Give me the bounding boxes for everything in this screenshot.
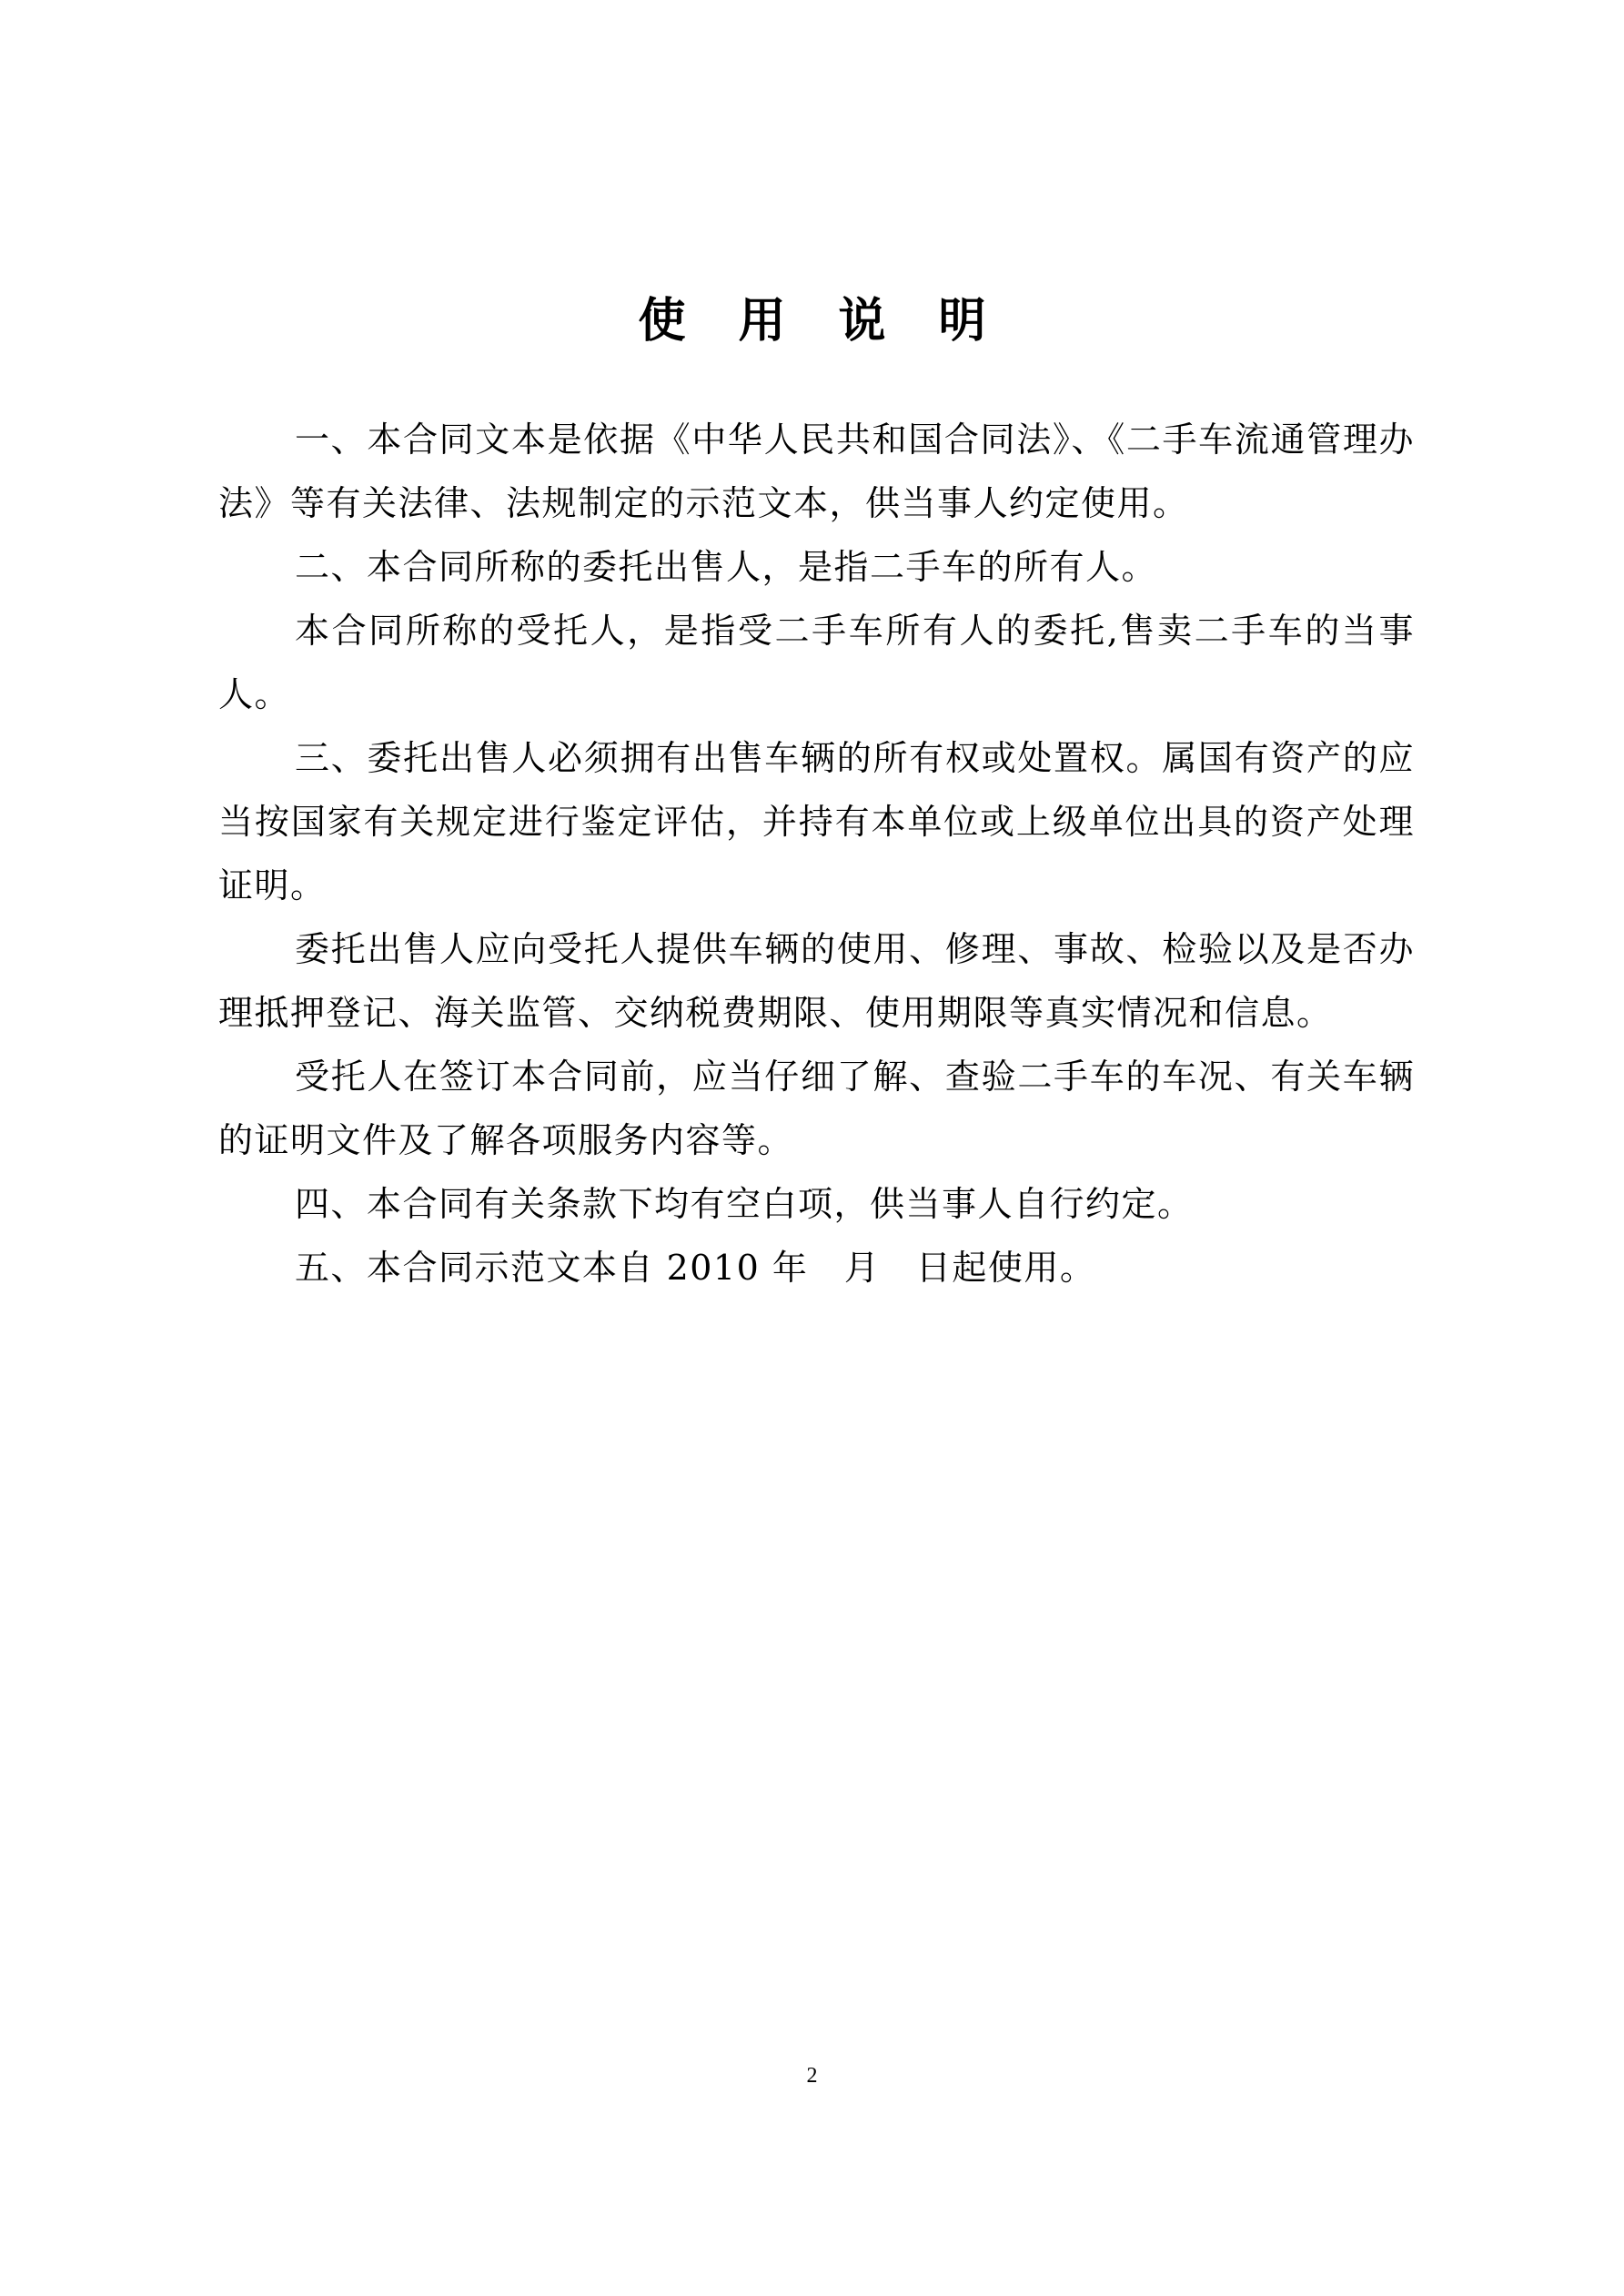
page-number: 2 (806, 2064, 818, 2088)
paragraph-8: 五、本合同示范文本自 2010 年 月 日起使用。 (295, 1248, 1096, 1288)
paragraph-6: 受托人在签订本合同前，应当仔细了解、查验二手车的车况、有关车辆的证明文件及了解各项服务内容等。 (218, 1057, 1415, 1160)
instructions-body (218, 408, 1415, 1300)
paragraph-4: 三、委托出售人必须拥有出售车辆的所有权或处置权。属国有资产的应当按国家有关规定进行鉴定评估，并持有本单位或上级单位出具的资产处理证明。 (218, 738, 1415, 905)
paragraph-1: 一、本合同文本是依据《中华人民共和国合同法》、《二手车流通管理办法》等有关法律、法规制定的示范文本，供当事人约定使用。 (218, 420, 1415, 523)
paragraph-7: 四、本合同有关条款下均有空白项，供当事人自行约定。 (295, 1184, 1194, 1224)
paragraph-3: 本合同所称的受托人，是指受二手车所有人的委托,售卖二手车的当事人。 (218, 611, 1415, 714)
paragraph-2: 二、本合同所称的委托出售人，是指二手车的所有人。 (295, 547, 1158, 587)
paragraph-5: 委托出售人应向受托人提供车辆的使用、修理、事故、检验以及是否办理抵押登记、海关监管、交纳税费期限、使用期限等真实情况和信息。 (218, 929, 1415, 1033)
page-title: 使用说明 (638, 294, 1039, 349)
